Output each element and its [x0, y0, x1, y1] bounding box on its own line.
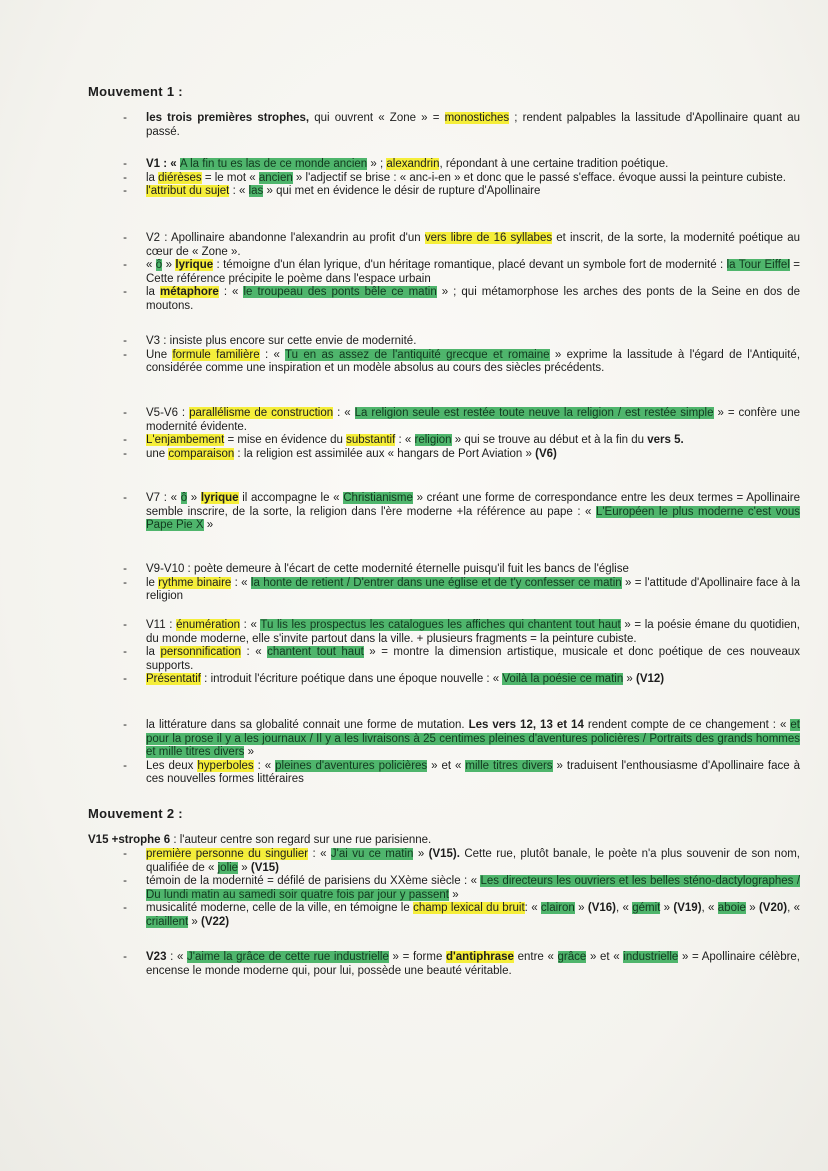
highlight-yellow: L'enjambement	[146, 434, 225, 447]
highlight-green: ô	[180, 492, 188, 504]
text-run: : «	[240, 619, 261, 631]
paragraph-v1	[118, 158, 800, 199]
text-run: » = montre la dimension artistique, musicale et donc poétique de ces nouveaux supports.	[146, 646, 800, 672]
text-run: »	[244, 746, 255, 759]
highlight-yellow: formule familière	[172, 348, 260, 361]
highlight-green: religion	[414, 434, 452, 447]
heading-mouvement-1: Mouvement 1 :	[88, 84, 183, 99]
highlight-green: la honte de retient / D'entrer dans une église et de t'y confesser ce matin	[250, 576, 622, 589]
highlight-yellow: Présentatif	[146, 673, 201, 686]
highlight-yellow: alexandrin	[386, 158, 440, 170]
highlight-green: Tu en as assez de l'antiquité grecque et romaine	[285, 348, 550, 361]
text-run: »	[238, 861, 251, 874]
list-item	[118, 951, 800, 978]
text-run: Cette rue, plutôt banale, le poète n'a plus souvenir de son nom, qualifiée de «	[146, 848, 800, 874]
paragraph-v12-v14	[118, 719, 800, 787]
text-run: » ;	[367, 158, 387, 170]
highlight-yellow: parallélisme de construction	[189, 407, 334, 419]
text-run: Les vers 12, 13 et 14	[468, 719, 584, 731]
list-item	[118, 760, 800, 787]
text-run: » qui se trouve au début et à la fin du	[451, 434, 648, 447]
text-run: = Cette référence précipite le poème dans l'espace urbain	[146, 259, 800, 285]
text-run: V23	[146, 951, 167, 963]
bullet-dash: -	[123, 875, 127, 888]
highlight-yellow: d'antiphrase	[446, 951, 514, 963]
list-item	[118, 492, 800, 533]
text-run: musicalité moderne, celle de la ville, en témoigne le	[146, 902, 414, 915]
text-run: »	[449, 888, 459, 901]
list-item	[118, 875, 800, 902]
text-run: = mise en évidence du	[224, 434, 347, 447]
bullet-dash: -	[123, 492, 127, 504]
text-run: (V6)	[535, 447, 557, 460]
highlight-yellow: vers libre de 16 syllabes	[424, 232, 553, 244]
text-run: V11 :	[146, 619, 177, 631]
bullet-dash: -	[123, 407, 127, 419]
text-run: : «	[259, 348, 286, 361]
text-run: ; rendent palpables la lassitude d'Apollinaire quant au passé.	[146, 112, 800, 138]
text-run: V5-V6 :	[146, 407, 190, 419]
highlight-yellow: métaphore	[159, 286, 219, 299]
text-run: (V19)	[673, 902, 702, 915]
list-item	[118, 112, 800, 139]
bullet-dash: -	[123, 646, 127, 659]
list-item	[118, 563, 800, 577]
list-item	[118, 349, 800, 376]
bullet-dash: -	[123, 619, 127, 631]
text-run: » qui met en évidence le désir de rupture d'Apollinaire	[263, 185, 541, 198]
text-run: , «	[615, 902, 633, 915]
list-item	[118, 335, 800, 349]
text-run: vers	[647, 434, 671, 447]
text-run: V1 : «	[146, 158, 180, 170]
text-run: (V15).	[428, 848, 460, 860]
text-run: : «	[253, 759, 276, 772]
text-run: »	[188, 915, 201, 928]
highlight-green: industrielle	[623, 951, 679, 963]
text-run: le	[146, 576, 159, 589]
bullet-dash: -	[123, 759, 127, 772]
text-run: (V20)	[758, 902, 788, 915]
text-run: Les deux	[146, 759, 198, 772]
highlight-green: las	[248, 185, 264, 198]
highlight-green: mille titres divers	[465, 759, 553, 772]
highlight-green: chantent tout haut	[267, 646, 364, 659]
text-run: » = confère une modernité évidente.	[146, 407, 800, 433]
bullet-dash: -	[123, 447, 127, 460]
paragraph-v15-list	[118, 848, 800, 930]
text-run: : «	[218, 286, 244, 299]
paragraph-v9-v10	[118, 563, 800, 604]
highlight-green: clairon	[540, 902, 575, 915]
bullet-dash: -	[123, 158, 127, 170]
list-item	[118, 848, 800, 875]
text-run: V2 : Apollinaire abandonne l'alexandrin au profit d'un	[146, 232, 425, 244]
bullet-dash: -	[123, 902, 127, 915]
text-run: 5.	[670, 434, 684, 447]
text-run: V7 : «	[146, 492, 181, 504]
text-run: , «	[787, 902, 801, 915]
text-run: Une	[146, 348, 173, 361]
list-item	[118, 232, 800, 259]
highlight-yellow: première personne du singulier	[146, 848, 309, 860]
list-item	[118, 448, 800, 462]
bullet-dash: -	[123, 259, 127, 272]
list-item	[118, 286, 800, 313]
text-run: une	[146, 447, 169, 460]
text-run: » exprime la lassitude à l'égard de l'Antiquité, considérée comme une inspiration et un modèle absolus au cours des siècles précédents.	[146, 348, 801, 375]
bullet-dash: -	[123, 563, 127, 575]
list-item	[118, 902, 800, 929]
highlight-green: jolie	[217, 861, 239, 874]
text-run: la	[146, 171, 159, 184]
text-run: entre «	[513, 951, 558, 963]
list-item	[118, 158, 800, 172]
list-item	[118, 172, 800, 186]
highlight-yellow: champ lexical du bruit	[413, 902, 525, 915]
text-run: : «	[166, 951, 188, 963]
highlight-yellow: rythme binaire	[158, 576, 232, 589]
text-run: = le mot «	[201, 171, 259, 184]
bullet-dash: -	[123, 434, 127, 447]
bullet-dash: -	[123, 576, 127, 589]
text-run: V15 +strophe 6	[88, 834, 171, 846]
text-run: la littérature dans sa globalité connait une forme de mutation.	[146, 719, 469, 731]
paragraph-v23	[118, 951, 800, 978]
list-item	[118, 646, 800, 673]
text-run: V3 : insiste plus encore sur cette envie de modernité.	[146, 335, 417, 347]
text-run: (V16)	[587, 902, 616, 915]
highlight-green: J'aime la grâce de cette rue industrielle	[187, 951, 389, 963]
highlight-yellow: l'attribut du sujet	[146, 185, 230, 198]
text-run: : «	[231, 576, 251, 589]
bullet-dash: -	[123, 348, 127, 361]
text-run: : introduit l'écriture poétique dans une époque nouvelle : «	[200, 673, 503, 686]
highlight-green: et pour la prose il y a les journaux / Il y a les livraisons à 25 centimes pleines d'aventures policières / Portraits des grands hommes et mille titres divers	[146, 719, 800, 759]
highlight-green: pleines d'aventures policières	[275, 759, 428, 772]
text-run: (V15)	[250, 861, 280, 874]
text-run: la	[146, 646, 161, 659]
highlight-yellow: hyperboles	[197, 759, 254, 772]
text-run: (V22)	[200, 915, 230, 928]
bullet-dash: -	[123, 185, 127, 198]
text-run: : «	[229, 185, 249, 198]
text-run: : «	[395, 434, 415, 447]
text-run: » traduisent l'enthousiasme d'Apollinaire face à ces nouvelles formes littéraires	[146, 759, 800, 786]
text-run: , répondant à une certaine tradition poétique.	[439, 158, 669, 170]
text-run: » ; qui métamorphose les arches des ponts de la Seine en dos de moutons.	[146, 286, 800, 312]
list-item	[118, 619, 800, 646]
bullet-dash: -	[123, 951, 127, 963]
highlight-green: Les directeurs les ouvriers et les belles sténo-dactylographes / Du lundi matin au samedi soir quatre fois par jour y passent	[146, 875, 801, 901]
highlight-green: le troupeau des ponts bêle ce matin	[243, 286, 437, 299]
list-item	[118, 577, 800, 604]
list-item	[118, 719, 800, 760]
paragraph-v11	[118, 619, 800, 687]
text-run: » = Apollinaire célèbre, encense le monde moderne qui, pour lui, possède une beauté véritable.	[146, 951, 801, 977]
bullet-dash: -	[123, 719, 127, 731]
text-run: : témoigne d'un élan lyrique, d'un héritage romantique, placé devant un symbole fort de modernité :	[213, 259, 727, 272]
text-run: témoin de la modernité = défilé de parisiens du XXème siècle : «	[146, 875, 481, 888]
text-run: » et «	[427, 759, 466, 772]
highlight-yellow: lyrique	[175, 259, 214, 272]
bullet-dash: -	[123, 286, 127, 299]
text-run: la	[146, 286, 160, 299]
highlight-yellow: diérèses	[158, 171, 202, 184]
text-run: » = forme	[388, 951, 447, 963]
highlight-green: aboie	[717, 902, 746, 915]
list-item	[118, 434, 800, 448]
text-run: »	[413, 848, 429, 860]
text-run: » = la poésie émane du quotidien, du monde moderne, elle s'invite partout dans la ville. + plusieurs fragments = la peinture cubiste.	[146, 619, 800, 645]
highlight-green: La religion seule est restée toute neuve la religion / est restée simple	[354, 407, 714, 419]
text-run: » l'adjectif se brise : « anc-i-en » et donc que le passé s'efface. évoque aussi la peinture cubiste.	[292, 171, 786, 184]
paragraph-strophes	[118, 112, 800, 139]
list-item	[118, 259, 800, 286]
list-item	[118, 185, 800, 199]
bullet-dash: -	[123, 112, 127, 124]
text-run: »	[623, 673, 637, 686]
highlight-green: Christianisme	[343, 492, 413, 504]
paragraph-v5-v6	[118, 407, 800, 461]
highlight-green: Voilà la poésie ce matin	[502, 673, 624, 686]
highlight-green: J'ai vu ce matin	[330, 848, 414, 860]
text-run: »	[574, 902, 588, 915]
highlight-green: criaillent	[146, 915, 189, 928]
text-run: «	[146, 259, 156, 272]
text-run: , «	[701, 902, 718, 915]
paragraph-v3	[118, 335, 800, 376]
highlight-yellow: lyrique	[200, 492, 239, 504]
highlight-green: L'Européen le plus moderne c'est vous Pape Pie X	[146, 505, 800, 532]
highlight-green: grâce	[557, 951, 587, 963]
bullet-dash: -	[123, 171, 127, 184]
paragraph-v15-strophe-6	[88, 834, 800, 848]
text-run: (V12)	[636, 673, 665, 686]
list-item	[118, 673, 800, 687]
text-run: : «	[524, 902, 541, 915]
bullet-dash: -	[123, 848, 127, 860]
list-item	[118, 407, 800, 434]
text-run: » créant une forme de correspondance entre les deux termes = Apollinaire semble inscrire, de la sorte, la religion dans l'ère moderne +la référence au pape : «	[146, 492, 800, 518]
text-run: et inscrit, de la sorte, la modernité poétique au cœur de « Zone ».	[146, 232, 800, 258]
highlight-green: la Tour Eiffel	[726, 259, 790, 272]
text-run: : «	[241, 646, 268, 659]
bullet-dash: -	[123, 335, 127, 347]
text-run: les trois premières strophes,	[146, 112, 310, 124]
heading-mouvement-2: Mouvement 2 :	[88, 806, 183, 821]
text-run: »	[745, 902, 759, 915]
highlight-green: ô	[155, 259, 163, 272]
text-run: : «	[308, 848, 331, 860]
text-run: : la religion est assimilée aux « hangars de Port Aviation »	[234, 447, 536, 460]
text-run: »	[203, 519, 214, 532]
paragraph-v7	[118, 492, 800, 533]
highlight-yellow: monostiches	[444, 112, 510, 124]
highlight-yellow: comparaison	[168, 447, 235, 460]
text-run: V9-V10 : poète demeure à l'écart de cette modernité éternelle puisqu'il fuit les bancs de l'église	[146, 563, 629, 575]
bullet-dash: -	[123, 673, 127, 686]
text-run: il accompagne le «	[238, 492, 344, 504]
highlight-green: gémit	[632, 902, 661, 915]
section-lead	[88, 834, 800, 848]
bullet-dash: -	[123, 232, 127, 244]
highlight-yellow: substantif	[346, 434, 396, 447]
highlight-green: A la fin tu es las de ce monde ancien	[179, 158, 368, 170]
text-run: : «	[333, 407, 355, 419]
highlight-yellow: énumération	[176, 619, 241, 631]
highlight-green: Tu lis les prospectus les catalogues les affiches qui chantent tout haut	[260, 619, 621, 631]
text-run: » = l'attitude d'Apollinaire face à la religion	[146, 576, 800, 603]
text-run: »	[187, 492, 201, 504]
text-run: »	[162, 259, 176, 272]
text-run: qui ouvrent « Zone » =	[309, 112, 445, 124]
highlight-yellow: personnification	[160, 646, 242, 659]
text-run: » et «	[586, 951, 624, 963]
text-run: »	[660, 902, 674, 915]
text-run: : l'auteur centre son regard sur une rue parisienne.	[170, 834, 432, 846]
highlight-green: ancien	[258, 171, 293, 184]
text-run: rendent compte de ce changement : «	[583, 719, 791, 731]
paragraph-v2	[118, 232, 800, 314]
